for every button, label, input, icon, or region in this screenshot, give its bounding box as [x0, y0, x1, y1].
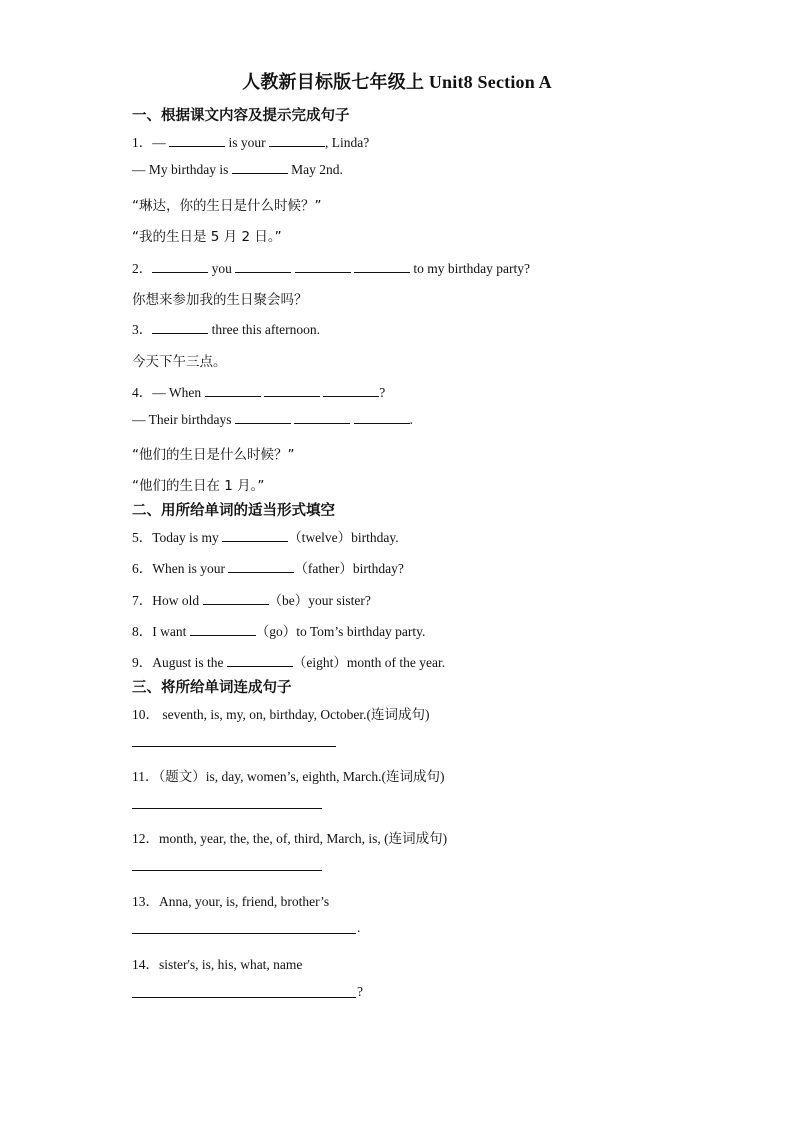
question-2-hint: 你想来参加我的生日聚会吗？: [132, 292, 308, 308]
question-number: 7．: [132, 593, 153, 608]
section-heading-2: 二、用所给单词的适当形式填空: [132, 503, 335, 519]
blank[interactable]: [354, 261, 410, 273]
blank[interactable]: [269, 135, 325, 147]
question-10: [132, 703, 429, 723]
question-1-line-a: [132, 131, 369, 151]
question-text: August is the: [152, 655, 227, 670]
answer-line-13[interactable]: [132, 933, 356, 934]
question-text: （go）to Tom’s birthday party.: [255, 624, 426, 639]
question-text: ?: [379, 385, 386, 400]
question-1-line-b: [132, 162, 343, 178]
answer-line-10[interactable]: [132, 746, 336, 747]
blank[interactable]: [323, 385, 379, 397]
question-3: [132, 318, 320, 338]
question-2: [132, 257, 530, 277]
answer-line-14[interactable]: [132, 997, 356, 998]
blank[interactable]: [235, 412, 291, 424]
question-text: （be）your sister?: [268, 593, 371, 608]
question-text: month, year, the, the, of, third, March, is, (连词成句): [159, 831, 448, 846]
question-5: [132, 526, 399, 546]
question-number: 4．: [132, 385, 153, 400]
question-text: Today is my: [152, 530, 223, 545]
question-number: 11．: [132, 769, 159, 784]
blank[interactable]: [205, 385, 261, 397]
blank[interactable]: [228, 561, 294, 573]
answer-line-12[interactable]: [132, 870, 322, 871]
question-text: （twelve）birthday.: [288, 530, 399, 545]
question-text: —: [152, 135, 170, 150]
blank[interactable]: [190, 624, 256, 636]
question-13: [132, 890, 329, 910]
question-number: 10．: [132, 707, 159, 722]
blank[interactable]: [294, 412, 350, 424]
question-4-hint-2: “他们的生日在 1 月。”: [132, 478, 265, 494]
question-text: How old: [152, 593, 203, 608]
question-text: , Linda?: [325, 135, 370, 150]
blank[interactable]: [152, 261, 208, 273]
question-number: 3．: [132, 322, 153, 337]
question-text: seventh, is, my, on, birthday, October.(连词成句): [159, 707, 430, 722]
question-number: 5．: [132, 530, 153, 545]
question-text: — Their birthdays: [132, 412, 235, 427]
question-text: — When: [152, 385, 205, 400]
blank[interactable]: [222, 530, 288, 542]
question-text: .: [409, 412, 413, 427]
answer-line-11[interactable]: [132, 808, 322, 809]
question-text: When is your: [152, 561, 229, 576]
section-heading-3: 三、将所给单词连成句子: [132, 680, 292, 696]
question-11: [132, 765, 444, 785]
question-12: [132, 827, 447, 847]
question-text: （eight）month of the year.: [292, 655, 446, 670]
question-number: 6．: [132, 561, 153, 576]
answer-end-punctuation: ?: [357, 984, 363, 999]
question-text: — My birthday is: [132, 162, 232, 177]
question-3-hint: 今天下午三点。: [132, 354, 227, 370]
blank[interactable]: [227, 655, 293, 667]
question-4-line-b: [132, 412, 413, 428]
question-7: [132, 589, 371, 609]
question-4-line-a: [132, 381, 385, 401]
question-4-hint-1: “他们的生日是什么时候？”: [132, 447, 295, 463]
section-heading-1: 一、根据课文内容及提示完成句子: [132, 108, 350, 124]
blank[interactable]: [235, 261, 291, 273]
question-text: sister's, is, his, what, name: [159, 957, 303, 972]
question-8: [132, 620, 425, 640]
question-6: [132, 557, 404, 577]
question-text: I want: [152, 624, 190, 639]
blank[interactable]: [295, 261, 351, 273]
blank[interactable]: [232, 162, 288, 174]
question-number: 2．: [132, 261, 153, 276]
question-number: 14．: [132, 957, 159, 972]
answer-end-punctuation: .: [357, 920, 361, 935]
question-1-hint-2: “我的生日是 5 月 2 日。”: [132, 229, 282, 245]
question-text: （题文）is, day, women’s, eighth, March.(连词成句): [158, 769, 445, 784]
question-number: 13．: [132, 894, 159, 909]
question-number: 8．: [132, 624, 153, 639]
blank[interactable]: [264, 385, 320, 397]
question-text: is your: [225, 135, 269, 150]
question-1-hint-1: “琳达，你的生日是什么时候？”: [132, 198, 322, 214]
question-number: 1．: [132, 135, 153, 150]
question-text: three this afternoon.: [208, 322, 320, 337]
question-text: to my birthday party?: [410, 261, 530, 276]
question-text: （father）birthday?: [294, 561, 404, 576]
page-title: 人教新目标版七年级上 Unit8 Section A: [242, 72, 552, 92]
blank[interactable]: [169, 135, 225, 147]
question-text: May 2nd.: [287, 162, 343, 177]
blank[interactable]: [354, 412, 410, 424]
question-number: 9．: [132, 655, 153, 670]
question-9: [132, 651, 445, 671]
blank[interactable]: [152, 322, 208, 334]
question-text: you: [208, 261, 236, 276]
question-number: 12．: [132, 831, 159, 846]
blank[interactable]: [203, 593, 269, 605]
question-14: [132, 953, 302, 973]
question-text: Anna, your, is, friend, brother’s: [159, 894, 330, 909]
